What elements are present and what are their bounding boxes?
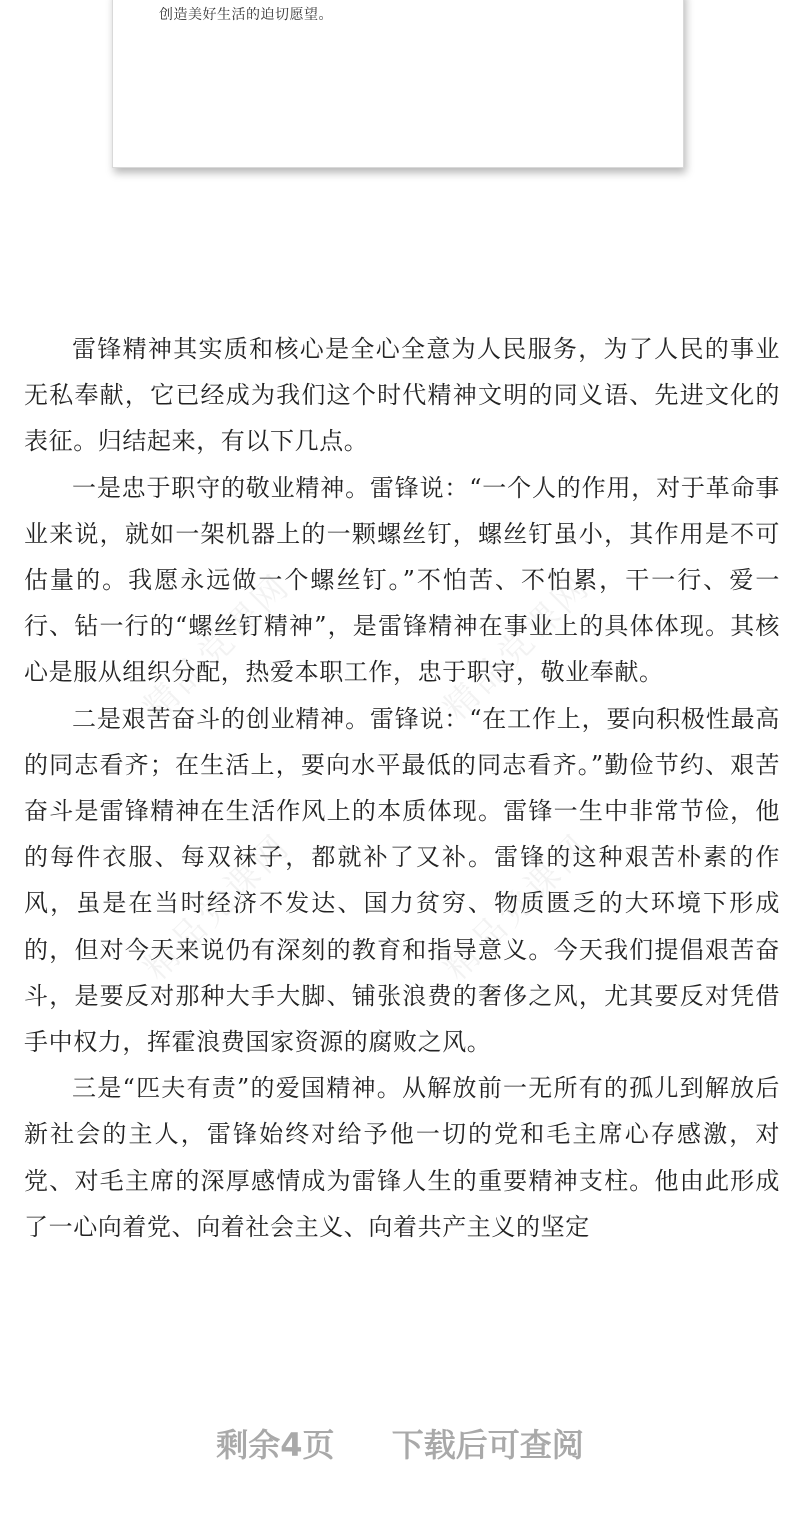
paragraph: 雷锋精神其实质和核心是全心全意为人民服务，为了人民的事业无私奉献，它已经成为我们这个时代精神文明的同义语、先进文化的表征。归结起来，有以下几点。 (24, 335, 780, 456)
watermark: 精品党课网 (136, 565, 299, 729)
paragraph: 三是“匹夫有责”的爱国精神。从解放前一无所有的孤儿到解放后新社会的主人，雷锋始终对给予他一切的党和毛主席心存感激，对党、对毛主席的深厚感情成为雷锋人生的重要精神支柱。他由此形成了一心向着党、向着社会主义、向着共产主义的坚定 (24, 1074, 780, 1241)
paragraph: 一是忠于职守的敬业精神。雷锋说：“一个人的作用，对于革命事业来说，就如一架机器上的一颗螺丝钉，螺丝钉虽小，其作用是不可估量的。我愿永远做一个螺丝钉。”不怕苦、不怕累，干一行、爱一行、钻一行的“螺丝钉精神”，是雷锋精神在事业上的具体体现。其核心是服从组织分配，热爱本职工作，忠于职守，敬业奉献。 (24, 473, 780, 687)
download-to-view-label: 下载后可查阅 (391, 1426, 584, 1464)
watermark: 精品党课网 (436, 825, 599, 989)
watermark: 精品党课网 (436, 565, 599, 729)
card-text: 创造美好生活的迫切愿望。 (159, 7, 333, 23)
paragraph: 二是艰苦奋斗的创业精神。雷锋说：“在工作上，要向积极性最高的同志看齐；在生活上，要向水平最低的同志看齐。”勤俭节约、艰苦奋斗是雷锋精神在生活作风上的本质体现。雷锋一生中非常节俭，他的每件衣服、每双袜子，都就补了又补。雷锋的这种艰苦朴素的作风，虽是在当时经济不发达、国力贫穷、物质匮乏的大环境下形成的，但对今天来说仍有深刻的教育和指导意义。今天我们提倡艰苦奋斗，是要反对那种大手大脚、铺张浪费的奢侈之风，尤其要反对凭借手中权力，挥霍浪费国家资源的腐败之风。 (24, 704, 780, 1057)
article-body (24, 326, 780, 1250)
remaining-pages-label: 剩余4页 (216, 1426, 335, 1464)
watermark: 精品党课网 (136, 825, 299, 989)
preview-card (112, 0, 684, 168)
download-more-button[interactable] (0, 1420, 800, 1466)
